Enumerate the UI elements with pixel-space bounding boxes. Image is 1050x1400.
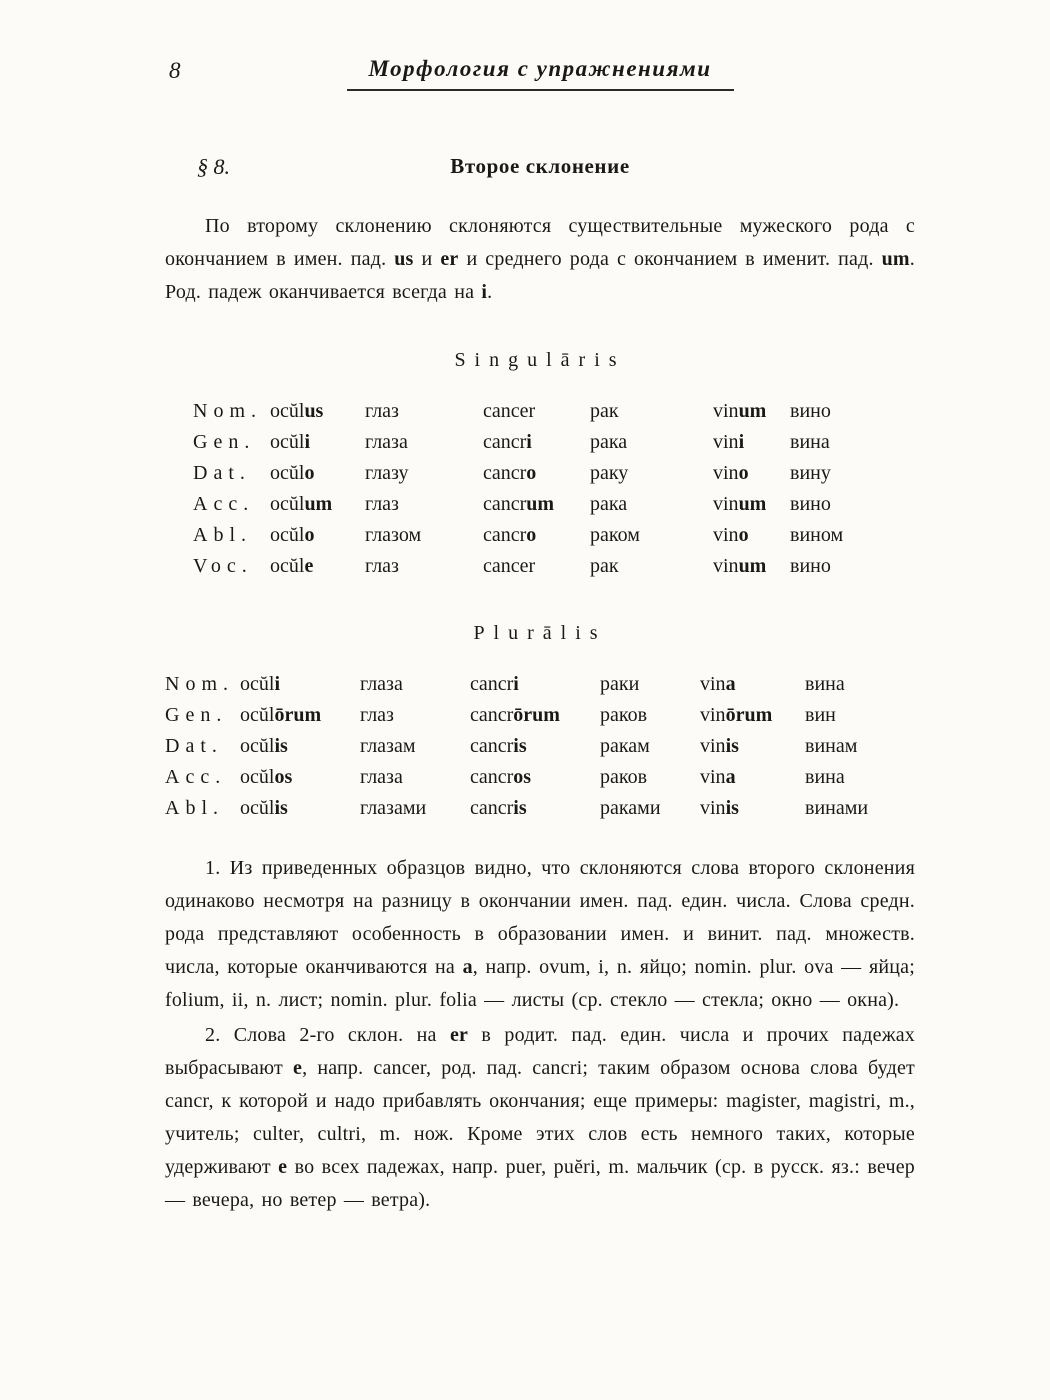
latin-word-cell	[270, 427, 365, 458]
russian-cell: вина	[790, 431, 830, 453]
latin-word-cell	[700, 669, 805, 700]
latin-ending: i	[304, 431, 310, 453]
latin-word-cell	[240, 731, 360, 762]
russian-cell: вина	[805, 673, 845, 695]
russian-cell: вино	[790, 400, 831, 422]
latin-ending: um	[738, 493, 767, 515]
case-cell: Dat.	[165, 735, 223, 757]
latin-ending: is	[513, 797, 527, 819]
latin-stem: cancr	[470, 766, 514, 788]
latin-word-cell	[270, 396, 365, 427]
latin-word-cell	[700, 700, 805, 731]
table-row	[193, 551, 915, 582]
russian-cell: вину	[790, 462, 831, 484]
latin-stem: cancr	[470, 797, 514, 819]
latin-ending: ōrum	[725, 704, 773, 726]
latin-stem: cancer	[483, 555, 536, 577]
case-cell: Nom.	[165, 673, 234, 695]
intro-paragraph: По второму склонению склоняются существительные мужеского рода с окончанием в имен. пад. us и er и среднего рода с окончанием в именит. пад. um. Род. падеж оканчивается всегда на i.	[165, 215, 915, 303]
latin-word-cell	[470, 669, 600, 700]
latin-ending: o	[738, 524, 749, 546]
latin-ending: i	[738, 431, 745, 453]
section-heading	[165, 154, 915, 184]
latin-ending: ōrum	[513, 704, 560, 726]
case-cell: Acc.	[165, 766, 227, 788]
table-row	[193, 489, 915, 520]
latin-ending: i	[526, 431, 532, 453]
latin-word-cell	[713, 489, 790, 520]
russian-cell: глаза	[360, 766, 403, 788]
table-row	[193, 427, 915, 458]
latin-ending: ōrum	[274, 704, 322, 726]
latin-ending: is	[513, 735, 527, 757]
latin-word-cell	[240, 793, 360, 824]
russian-cell: глазами	[360, 797, 427, 819]
russian-cell: вино	[790, 555, 831, 577]
latin-word-cell	[713, 427, 790, 458]
latin-word-cell	[713, 458, 790, 489]
latin-stem: vin	[700, 766, 726, 788]
latin-ending: a	[725, 766, 736, 788]
latin-stem: cancr	[483, 524, 527, 546]
russian-cell: глаз	[360, 704, 394, 726]
case-cell: Gen.	[193, 431, 256, 453]
russian-cell: глаз	[365, 555, 399, 577]
russian-cell: глазам	[360, 735, 416, 757]
latin-stem: cancr	[483, 493, 527, 515]
latin-ending: um	[304, 493, 333, 515]
note-1: 1. Из приведенных образцов видно, что склоняются слова второго склонения одинаково несмотря на разницу в окончании имен. пад. един. числа. Слова средн. рода представляют особенность в образовании имен. и винит. пад. множеств. числа, которые оканчиваются на a, напр. ovum, i, n. яйцо; nomin. plur. ova — яйца; folium, ii, n. лист; nomin. plur. folia — листы (ср. стекло — стекла; окно — окна).	[165, 857, 916, 1011]
latin-ending: o	[526, 524, 537, 546]
latin-stem: cancr	[470, 735, 514, 757]
latin-stem: vin	[713, 555, 739, 577]
latin-word-cell	[240, 762, 360, 793]
russian-cell: винам	[805, 735, 858, 757]
table-row	[165, 762, 915, 793]
latin-word-cell	[470, 762, 600, 793]
latin-stem: ocŭl	[270, 555, 305, 577]
pluralis-table	[165, 669, 915, 824]
russian-cell: раками	[600, 797, 661, 819]
russian-cell: ракам	[600, 735, 650, 757]
latin-stem: vin	[700, 673, 726, 695]
table-row	[193, 458, 915, 489]
latin-word-cell	[240, 700, 360, 731]
latin-ending: um	[738, 400, 767, 422]
latin-ending: i	[274, 673, 280, 695]
latin-word-cell	[483, 551, 590, 582]
case-cell: Acc.	[193, 493, 255, 515]
russian-cell: винами	[805, 797, 869, 819]
latin-ending: um	[526, 493, 555, 515]
russian-cell: глаза	[365, 431, 408, 453]
latin-ending: o	[304, 524, 315, 546]
latin-word-cell	[483, 489, 590, 520]
latin-word-cell	[483, 396, 590, 427]
latin-word-cell	[270, 551, 365, 582]
latin-stem: vin	[700, 704, 726, 726]
latin-stem: cancr	[470, 704, 514, 726]
latin-stem: cancr	[483, 431, 527, 453]
case-cell: Dat.	[193, 462, 251, 484]
table-row	[165, 669, 915, 700]
latin-stem: vin	[713, 493, 739, 515]
note-2: 2. Слова 2-го склон. на er в родит. пад. един. числа и прочих падежах выбрасывают e, напр. cancer, род. пад. cancri; таким образом основа слова будет cancr, к которой и надо прибавлять окончания; еще примеры: magister, magistri, m., учитель; culter, cultri, m. нож. Кроме этих слов есть немного таких, которые удерживают e во всех падежах, напр. puer, puĕri, m. мальчик (ср. в русск. яз.: вечер — вечера, но ветер — ветра).	[165, 1024, 915, 1211]
latin-word-cell	[483, 458, 590, 489]
latin-word-cell	[270, 520, 365, 551]
latin-ending: is	[725, 797, 739, 819]
russian-cell: вин	[805, 704, 836, 726]
pluralis-heading: Plurālis	[473, 622, 607, 644]
latin-ending: us	[304, 400, 324, 422]
table-row	[193, 396, 915, 427]
russian-cell: вино	[790, 493, 831, 515]
russian-cell: глаз	[365, 493, 399, 515]
latin-ending: o	[738, 462, 749, 484]
latin-word-cell	[700, 731, 805, 762]
table-row	[193, 520, 915, 551]
russian-cell: глазом	[365, 524, 422, 546]
latin-stem: ocŭl	[240, 797, 275, 819]
latin-word-cell	[470, 731, 600, 762]
case-cell: Abl.	[165, 797, 224, 819]
latin-word-cell	[470, 793, 600, 824]
latin-ending: is	[274, 735, 288, 757]
singularis-heading: Singulāris	[454, 349, 626, 371]
latin-stem: cancr	[483, 462, 527, 484]
latin-stem: ocŭl	[240, 766, 275, 788]
table-row	[165, 700, 915, 731]
latin-stem: ocŭl	[270, 400, 305, 422]
russian-cell: раку	[590, 462, 629, 484]
latin-word-cell	[270, 458, 365, 489]
russian-cell: рака	[590, 493, 628, 515]
latin-ending: os	[274, 766, 293, 788]
latin-stem: ocŭl	[270, 431, 305, 453]
russian-cell: раки	[600, 673, 640, 695]
table-row	[165, 731, 915, 762]
russian-cell: рак	[590, 400, 619, 422]
latin-stem: ocŭl	[240, 735, 275, 757]
latin-ending: o	[304, 462, 315, 484]
latin-ending: o	[526, 462, 537, 484]
latin-word-cell	[713, 396, 790, 427]
latin-word-cell	[470, 700, 600, 731]
latin-ending: um	[738, 555, 767, 577]
russian-cell: раков	[600, 704, 648, 726]
latin-stem: ocŭl	[270, 462, 305, 484]
russian-cell: раков	[600, 766, 648, 788]
running-title: Морфология с упражнениями	[347, 56, 734, 91]
case-cell: Voc.	[193, 555, 253, 577]
russian-cell: рак	[590, 555, 619, 577]
page-number: 8	[169, 58, 181, 83]
latin-stem: ocŭl	[270, 524, 305, 546]
russian-cell: глаз	[365, 400, 399, 422]
latin-stem: cancer	[483, 400, 536, 422]
russian-cell: глазу	[365, 462, 409, 484]
latin-word-cell	[270, 489, 365, 520]
case-cell: Abl.	[193, 524, 252, 546]
table-row	[165, 793, 915, 824]
latin-ending: is	[725, 735, 739, 757]
case-cell: Nom.	[193, 400, 262, 422]
latin-word-cell	[240, 669, 360, 700]
singularis-table	[165, 396, 915, 582]
section-mark: § 8.	[197, 154, 230, 179]
latin-stem: vin	[713, 431, 739, 453]
latin-stem: vin	[700, 797, 726, 819]
latin-stem: cancr	[470, 673, 514, 695]
latin-word-cell	[700, 762, 805, 793]
case-cell: Gen.	[165, 704, 228, 726]
latin-ending: i	[513, 673, 519, 695]
latin-ending: a	[725, 673, 736, 695]
russian-cell: вина	[805, 766, 845, 788]
latin-word-cell	[713, 520, 790, 551]
latin-stem: ocŭl	[270, 493, 305, 515]
latin-ending: e	[304, 555, 314, 577]
latin-word-cell	[700, 793, 805, 824]
latin-ending: is	[274, 797, 288, 819]
russian-cell: глаза	[360, 673, 403, 695]
latin-word-cell	[483, 427, 590, 458]
latin-ending: os	[513, 766, 532, 788]
latin-word-cell	[713, 551, 790, 582]
latin-stem: vin	[713, 524, 739, 546]
russian-cell: вином	[790, 524, 844, 546]
page-header	[165, 56, 915, 108]
section-title: Второе склонение	[450, 154, 630, 178]
latin-stem: ocŭl	[240, 673, 275, 695]
latin-word-cell	[483, 520, 590, 551]
latin-stem: ocŭl	[240, 704, 275, 726]
latin-stem: vin	[713, 462, 739, 484]
latin-stem: vin	[713, 400, 739, 422]
latin-stem: vin	[700, 735, 726, 757]
russian-cell: раком	[590, 524, 640, 546]
russian-cell: рака	[590, 431, 628, 453]
